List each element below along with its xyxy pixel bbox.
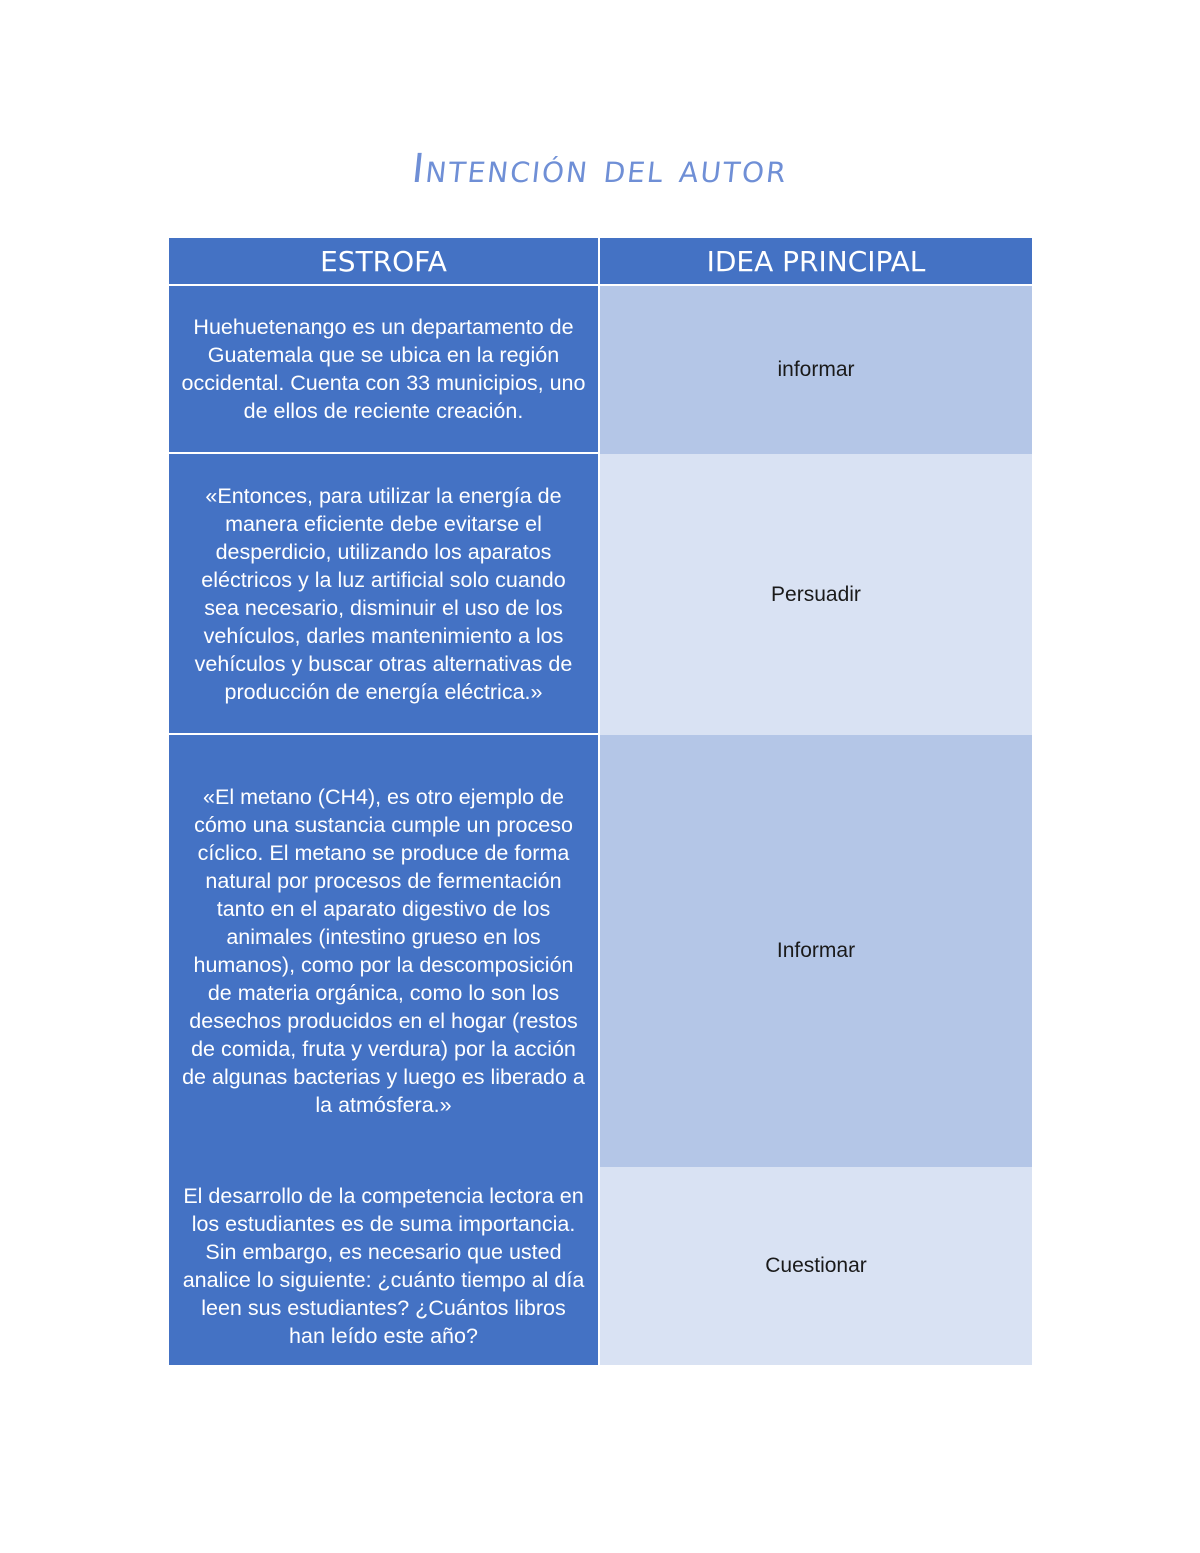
estrofa-cell: El desarrollo de la competencia lectora en los estudiantes es de suma importancia. Sin embargo, es necesario que usted analice lo siguiente: ¿cuánto tiempo al día leen sus estudiantes? ¿Cuántos libros han leído este año? [169,1167,600,1365]
header-estrofa: ESTROFA [169,238,600,286]
header-idea-principal: IDEA PRINCIPAL [600,238,1032,286]
table-row [169,1167,1032,1365]
estrofa-cell: «Entonces, para utilizar la energía de manera eficiente debe evitarse el desperdicio, utilizando los aparatos eléctricos y la luz artificial solo cuando sea necesario, disminuir el uso de los vehículos, darles mantenimiento a los vehículos y buscar otras alternativas de producción de energía eléctrica.» [169,454,600,735]
idea-cell: Informar [600,735,1032,1167]
table-row [169,454,1032,735]
idea-cell: informar [600,286,1032,454]
estrofa-cell: «El metano (CH4), es otro ejemplo de cómo una sustancia cumple un proceso cíclico. El metano se produce de forma natural por procesos de fermentación tanto en el aparato digestivo de los animales (intestino grueso en los humanos), como por la descomposición de materia orgánica, como lo son los desechos producidos en el hogar (restos de comida, fruta y verdura) por la acción de algunas bacterias y luego es liberado a la atmósfera.» [169,735,600,1167]
page-title: Intención del autor [409,146,791,192]
estrofa-cell: Huehuetenango es un departamento de Guatemala que se ubica en la región occidental. Cuenta con 33 municipios, uno de ellos de reciente creación. [169,286,600,454]
table-row [169,286,1032,454]
idea-cell: Cuestionar [600,1167,1032,1365]
table-row [169,735,1032,1167]
idea-cell: Persuadir [600,454,1032,735]
author-intention-table [169,238,1032,1365]
table-header-row [169,238,1032,286]
